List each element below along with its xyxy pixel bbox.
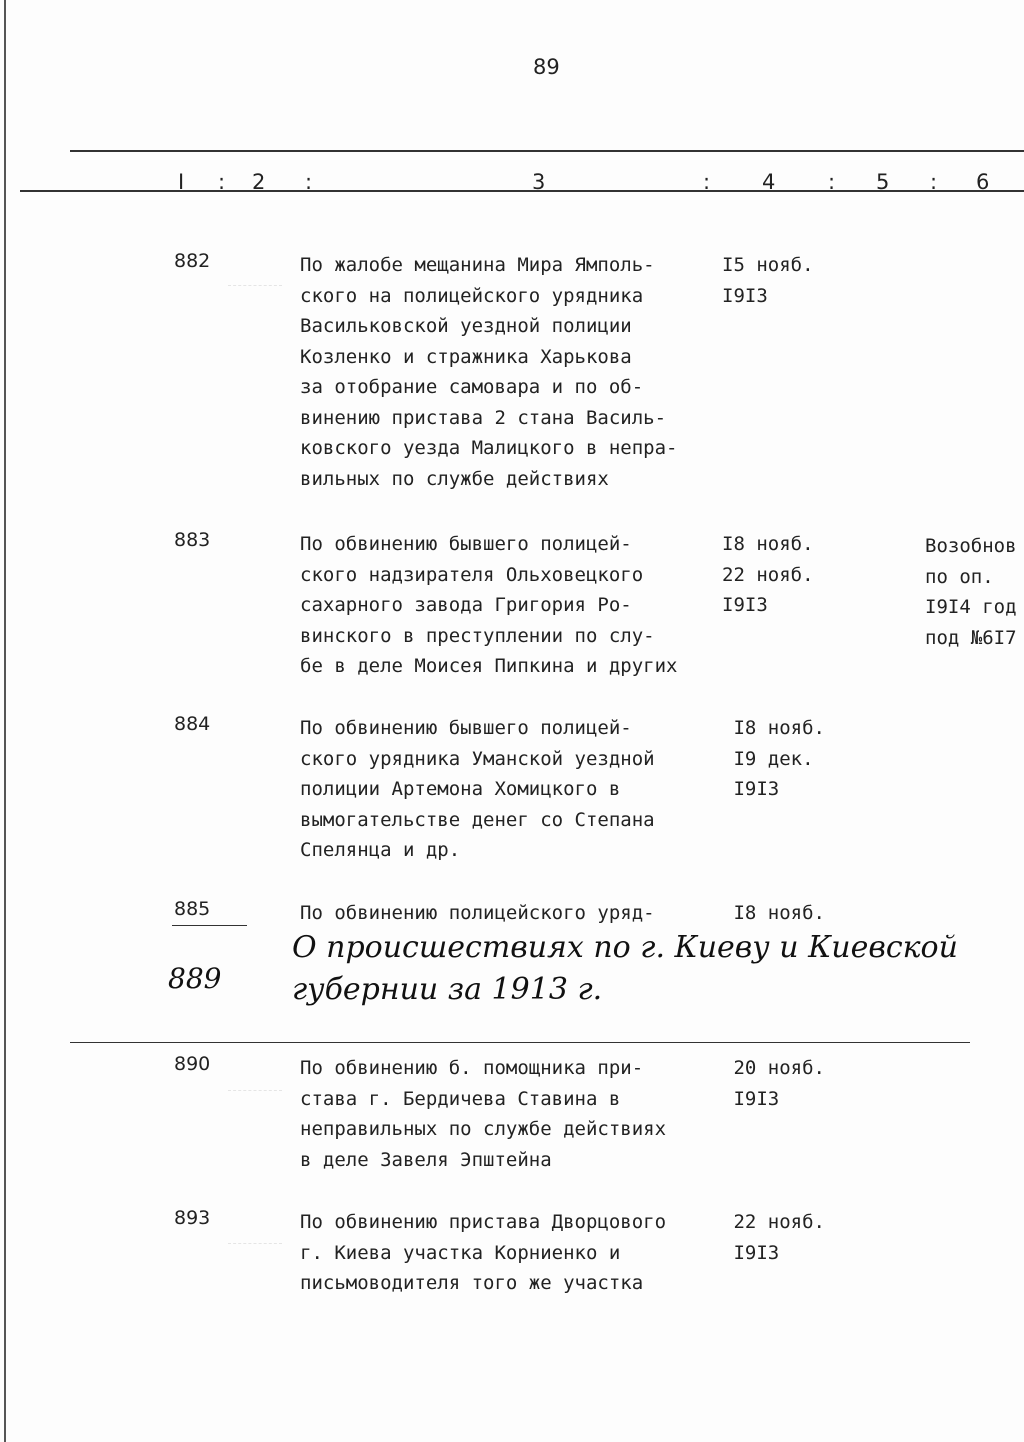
- col-sep: :: [930, 170, 938, 194]
- entry-number: 883: [174, 529, 211, 551]
- col-sep: :: [218, 170, 226, 194]
- entry-text: По обвинению бывшего полицей- ского урядника Уманской уездной полиции Артемона Хомицкого в вымогательстве денег со Степана Спелянца и др.: [300, 717, 655, 861]
- archive-stamp: [228, 1203, 282, 1244]
- scan-edge: [4, 0, 6, 1442]
- col-header-6: 6: [976, 170, 990, 194]
- divider: [70, 150, 1024, 152]
- entry-number: 890: [174, 1053, 211, 1075]
- col-sep: :: [703, 170, 711, 194]
- entry-note: Возобнов по оп. I9I4 год под №6I7: [925, 535, 1017, 649]
- entry-text: По жалобе мещанина Мира Ямполь- ского на полицейского урядника Васильковской уездной полиции Козленко и стражника Харькова за отобрание самовара и по об- винению пристава 2 стана Василь- ковского уезда Малицкого в непра- вильных по службе действиях: [300, 254, 678, 490]
- entry-number: 885: [174, 898, 211, 920]
- entry-text: По обвинению полицейского уряд-: [300, 902, 655, 924]
- entry-date: I8 нояб. I9 дек. I9I3: [733, 717, 825, 800]
- entry-text: По обвинению б. помощника при- става г. Бердичева Ставина в неправильных по службе действиях в деле Завеля Эпштейна: [300, 1057, 667, 1171]
- entry-text: По обвинению бывшего полицей- ского надзирателя Ольховецкого сахарного завода Григория Ро- винского в преступлении по слу- бе в деле Моисея Пипкина и других: [300, 533, 678, 677]
- handwritten-line: губернии за 1913 г.: [292, 972, 603, 1007]
- entry-date: 22 нояб. I9I3: [733, 1211, 825, 1264]
- divider: [20, 190, 1024, 192]
- divider: [70, 1042, 970, 1043]
- col-header-3: 3: [532, 170, 546, 194]
- entry-text: По обвинению пристава Дворцового г. Киева участка Корниенко и письмоводителя того же участка: [300, 1211, 667, 1294]
- entry-number: 893: [174, 1207, 211, 1229]
- entry-date: I8 нояб.: [722, 902, 825, 924]
- page-number: 89: [533, 55, 560, 79]
- col-sep: :: [828, 170, 836, 194]
- entry-number: 882: [174, 250, 211, 272]
- col-header-5: 5: [876, 170, 890, 194]
- col-header-4: 4: [762, 170, 776, 194]
- entry-date: I8 нояб. 22 нояб. I9I3: [722, 533, 814, 616]
- handwritten-line: О происшествиях по г. Киеву и Киевской: [292, 930, 958, 965]
- handwritten-number: 889: [168, 962, 222, 995]
- entry-date: 20 нояб. I9I3: [733, 1057, 825, 1110]
- col-header-1: I: [178, 170, 185, 194]
- archive-stamp: [228, 1050, 282, 1091]
- col-sep: :: [305, 170, 313, 194]
- entry-date: I5 нояб. I9I3: [722, 254, 814, 307]
- archive-stamp: [228, 245, 282, 286]
- underline: [172, 925, 247, 926]
- entry-number: 884: [174, 713, 211, 735]
- col-header-2: 2: [252, 170, 266, 194]
